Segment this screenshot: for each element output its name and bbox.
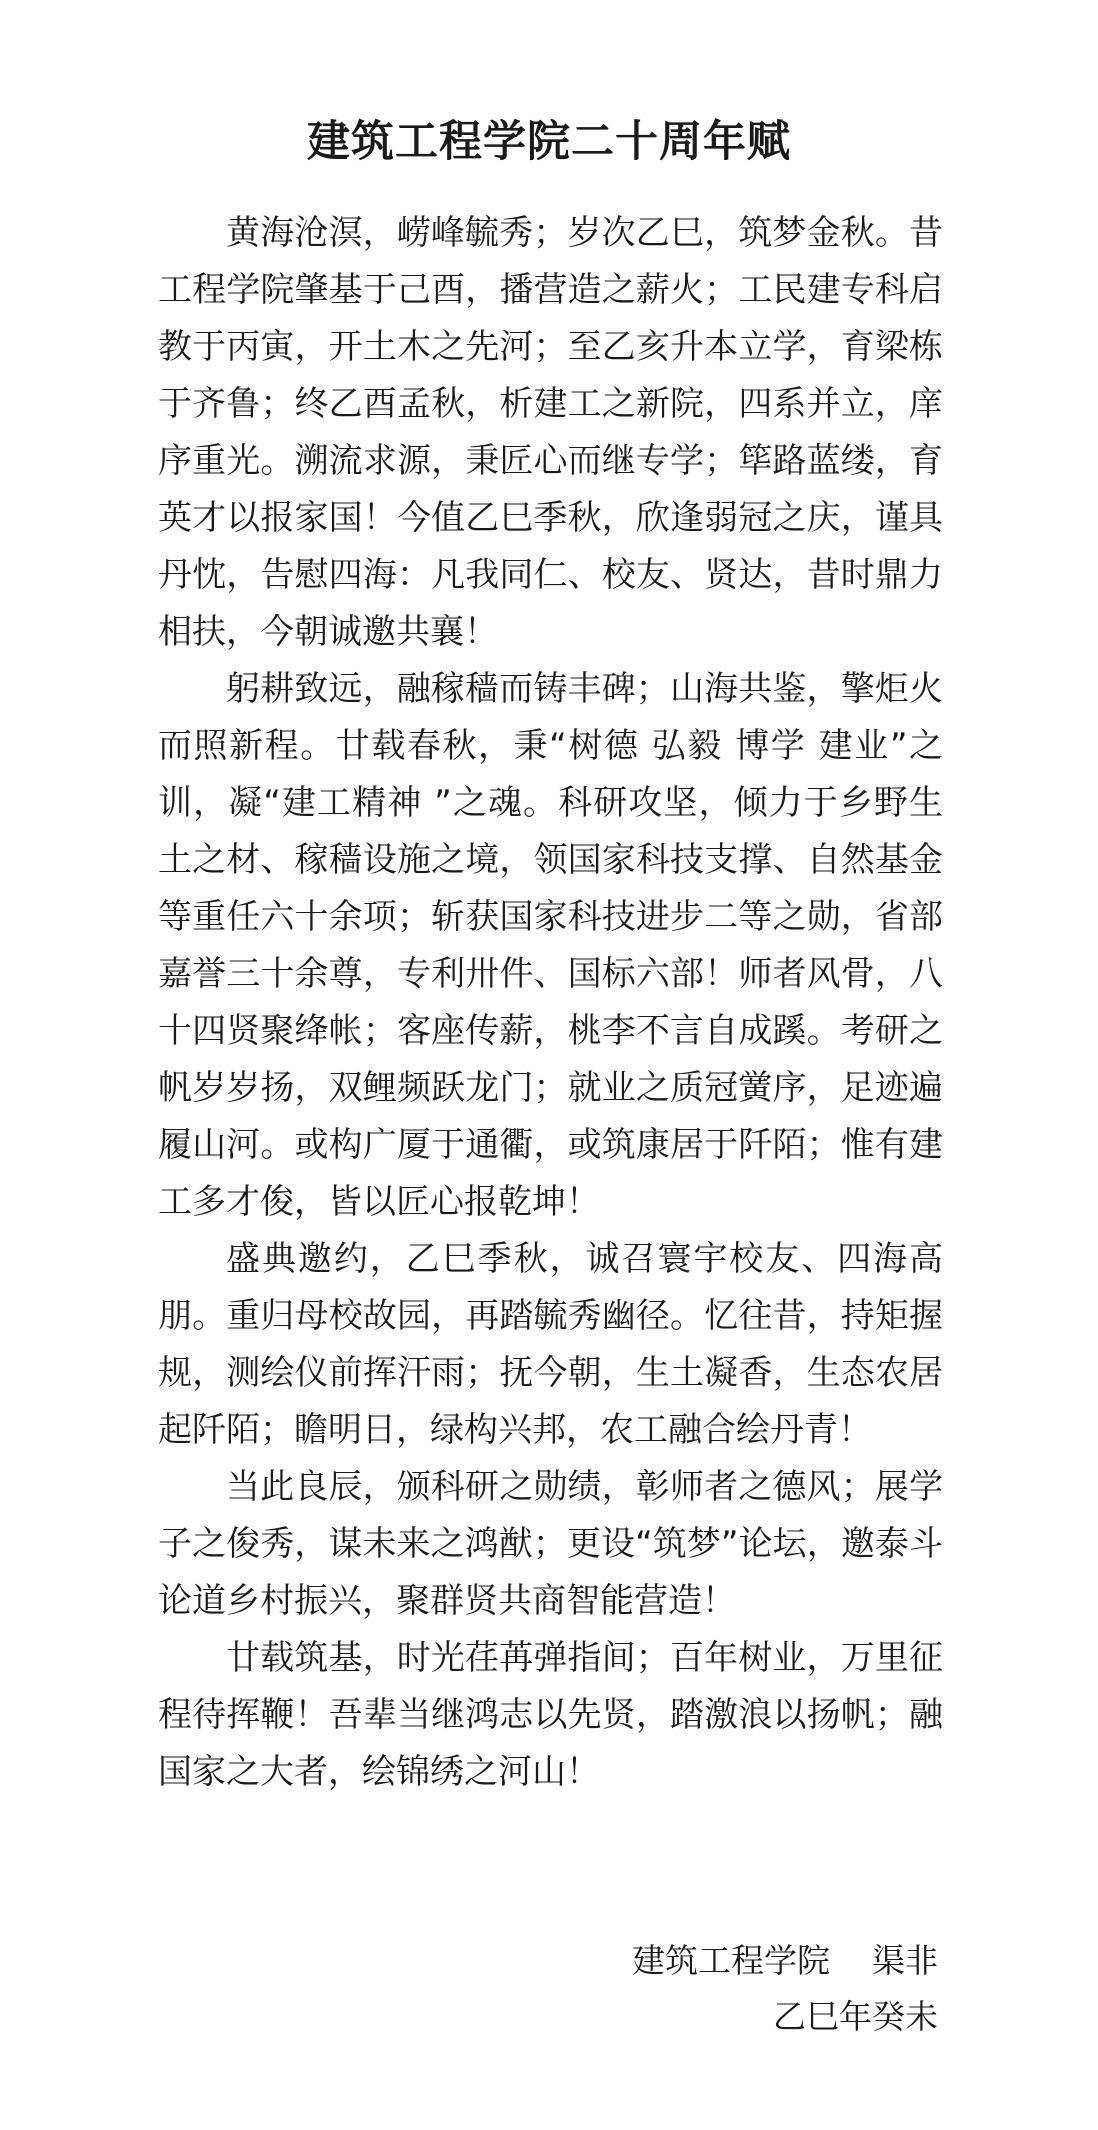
signature-block <box>632 1933 938 2045</box>
paragraph-1: 黄海沧溟，崂峰毓秀；岁次乙巳，筑梦金秋。昔工程学院肇基于己酉，播营造之薪火；工民建专科启教于丙寅，开土木之先河；至乙亥升本立学，育梁栋于齐鲁；终乙酉孟秋，析建工之新院，四系并立，庠序重光。溯流求源，秉匠心而继专学；筚路蓝缕，育英才以报家国！今值乙巳季秋，欣逢弱冠之庆，谨具丹忱，告慰四海：凡我同仁、校友、贤达，昔时鼎力相扶，今朝诚邀共襄！ <box>158 213 943 652</box>
document-title: 建筑工程学院二十周年赋 <box>307 117 791 167</box>
paragraph-5: 廿载筑基，时光荏苒弹指间；百年树业，万里征程待挥鞭！吾辈当继鸿志以先贤，踏激浪以扬帆；融国家之大者，绘锦绣之河山！ <box>158 1638 943 1792</box>
document-body <box>158 205 943 1801</box>
paragraph-2: 躬耕致远，融稼穑而铸丰碑；山海共鉴，擎炬火而照新程。廿载春秋，秉“树德 弘毅 博学 建业”之训，凝“建工精神 ”之魂。科研攻坚，倾力于乡野生土之材、稼穑设施之境，领国家科技支撑、自然基金等重任六十余项；斩获国家科技进步二等之勋，省部嘉誉三十余尊，专利卅件、国标六部！师者风骨，八十四贤聚绛帐；客座传薪，桃李不言自成蹊。考研之帆岁岁扬，双鲤频跃龙门；就业之质冠黉序，足迹遍履山河。或构广厦于通衢，或筑康居于阡陌；惟有建工多才俊，皆以匠心报乾坤！ <box>158 669 943 1222</box>
paragraph-4: 当此良辰，颁科研之勋绩，彰师者之德风；展学子之俊秀，谋未来之鸿猷；更设“筑梦”论坛，邀泰斗论道乡村振兴，聚群贤共商智能营造！ <box>158 1467 943 1621</box>
paragraph-3: 盛典邀约，乙巳季秋，诚召寰宇校友、四海高朋。重归母校故园，再踏毓秀幽径。忆往昔，持矩握规，测绘仪前挥汗雨；抚今朝，生土凝香，生态农居起阡陌；瞻明日，绿构兴邦，农工融合绘丹青！ <box>158 1239 943 1450</box>
signature-author: 建筑工程学院 渠非 <box>632 1941 938 1980</box>
signature-date: 乙巳年癸未 <box>773 1997 938 2036</box>
